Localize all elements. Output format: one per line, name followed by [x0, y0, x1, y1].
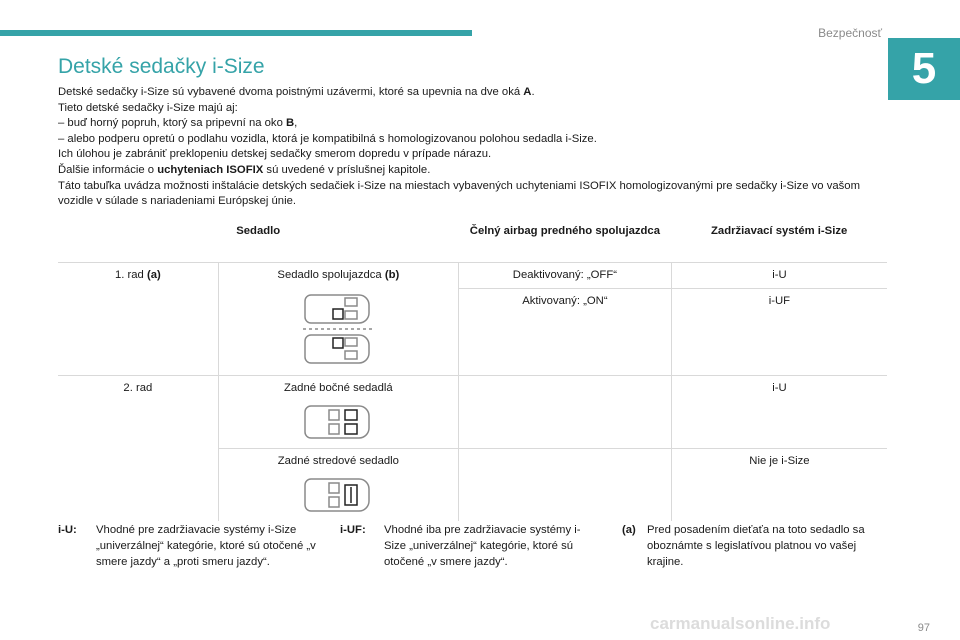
table-row — [58, 263, 887, 289]
isize-table — [58, 218, 887, 521]
intro-text-span: . — [531, 86, 535, 98]
system-cell: Nie je i-Size — [671, 449, 887, 522]
seat-note: (b) — [384, 269, 400, 281]
footnote-key: i-U: — [58, 524, 77, 536]
intro-text-span: , — [294, 117, 298, 130]
section-name: Bezpečnosť — [818, 26, 882, 40]
intro-text-span: Detské sedačky i-Size sú vybavené dvoma poistnými uzávermi, ktoré sa upevnia na dve oká — [58, 86, 524, 98]
row-label: 2. rad — [58, 376, 218, 522]
system-on-cell: i-UF — [671, 289, 887, 376]
row-label-note: (a) — [146, 269, 161, 281]
seat-label: Zadné bočné sedadlá — [284, 382, 393, 394]
car-seat-rear-center-icon — [303, 475, 373, 515]
car-seat-rear-side-icon — [303, 402, 373, 442]
header-seat: Sedadlo — [58, 218, 458, 263]
header-accent-bar — [0, 30, 472, 36]
table-row — [58, 376, 887, 449]
seat-cell — [218, 449, 458, 522]
anchor-label: A — [523, 86, 532, 98]
page-title: Detské sedačky i-Size — [58, 55, 265, 78]
footnote-text: Pred posadením dieťaťa na toto sedadlo sa oboznámte s legislatívou platnou vo vašej krajine. — [647, 524, 865, 568]
chapter-number-tab: 5 — [888, 38, 960, 100]
footnote-text: Vhodné pre zadržiavacie systémy i-Size „univerzálnej“ kategórie, ktoré sú otočené „v smere jazdy“ a „proti smeru jazdy“. — [96, 524, 316, 568]
intro-line: Táto tabuľka uvádza možnosti inštalácie detských sedačiek i-Size na miestach vybavených uchyteniami ISOFIX homologizovanými pre sedačky i-Size vo vašom vozidle v súlade s nariadeniami Európskej únie. — [58, 179, 860, 208]
intro-text — [58, 85, 888, 210]
seat-cell — [218, 376, 458, 449]
page-number: 97 — [917, 622, 930, 634]
airbag-on-cell: Aktivovaný: „ON“ — [458, 289, 671, 376]
system-cell: i-U — [671, 376, 887, 449]
intro-text-span: Ďalšie informácie o — [58, 163, 158, 176]
seat-label: Zadné stredové sedadlo — [277, 455, 399, 467]
intro-text-span: – buď horný popruh, ktorý sa pripevní na oko — [58, 117, 286, 130]
system-off-cell: i-U — [671, 263, 887, 289]
isofix-reference: uchyteniach ISOFIX — [157, 163, 264, 176]
airbag-cell-empty — [458, 449, 671, 522]
row-label — [58, 263, 218, 376]
table-header-row — [58, 218, 887, 263]
intro-line — [58, 116, 888, 132]
intro-line — [58, 163, 888, 179]
airbag-off-cell: Deaktivovaný: „OFF“ — [458, 263, 671, 289]
intro-line: Ich úlohou je zabrániť preklopeniu detskej sedačky smerom dopredu v prípade nárazu. — [58, 148, 492, 161]
car-seat-front-passenger-icon — [303, 289, 373, 369]
intro-line: – alebo podperu opretú o podlahu vozidla, ktorá je kompatibilná s homologizovanou polohou sedadla i-Size. — [58, 132, 597, 145]
header-airbag: Čelný airbag predného spolujazdca — [458, 218, 671, 263]
airbag-cell-empty — [458, 376, 671, 449]
anchor-label: B — [286, 117, 295, 130]
footnote-text: Vhodné iba pre zadržiavacie systémy i-Size „univerzálnej“ kategórie, ktoré sú otočené „v smere jazdy“. — [384, 524, 581, 568]
header-system: Zadržiavací systém i-Size — [671, 218, 887, 263]
intro-text-span: sú uvedené v príslušnej kapitole. — [263, 163, 431, 176]
footnote-key: i-UF: — [340, 524, 366, 536]
footnote-key: (a) — [622, 524, 636, 536]
watermark: carmanualsonline.info — [650, 614, 831, 633]
intro-line — [58, 85, 888, 101]
seat-cell — [218, 263, 458, 376]
seat-label: Sedadlo spolujazdca — [277, 269, 385, 281]
intro-line: Tieto detské sedačky i-Size majú aj: — [58, 101, 238, 114]
row-label-text: 1. rad — [114, 269, 147, 281]
